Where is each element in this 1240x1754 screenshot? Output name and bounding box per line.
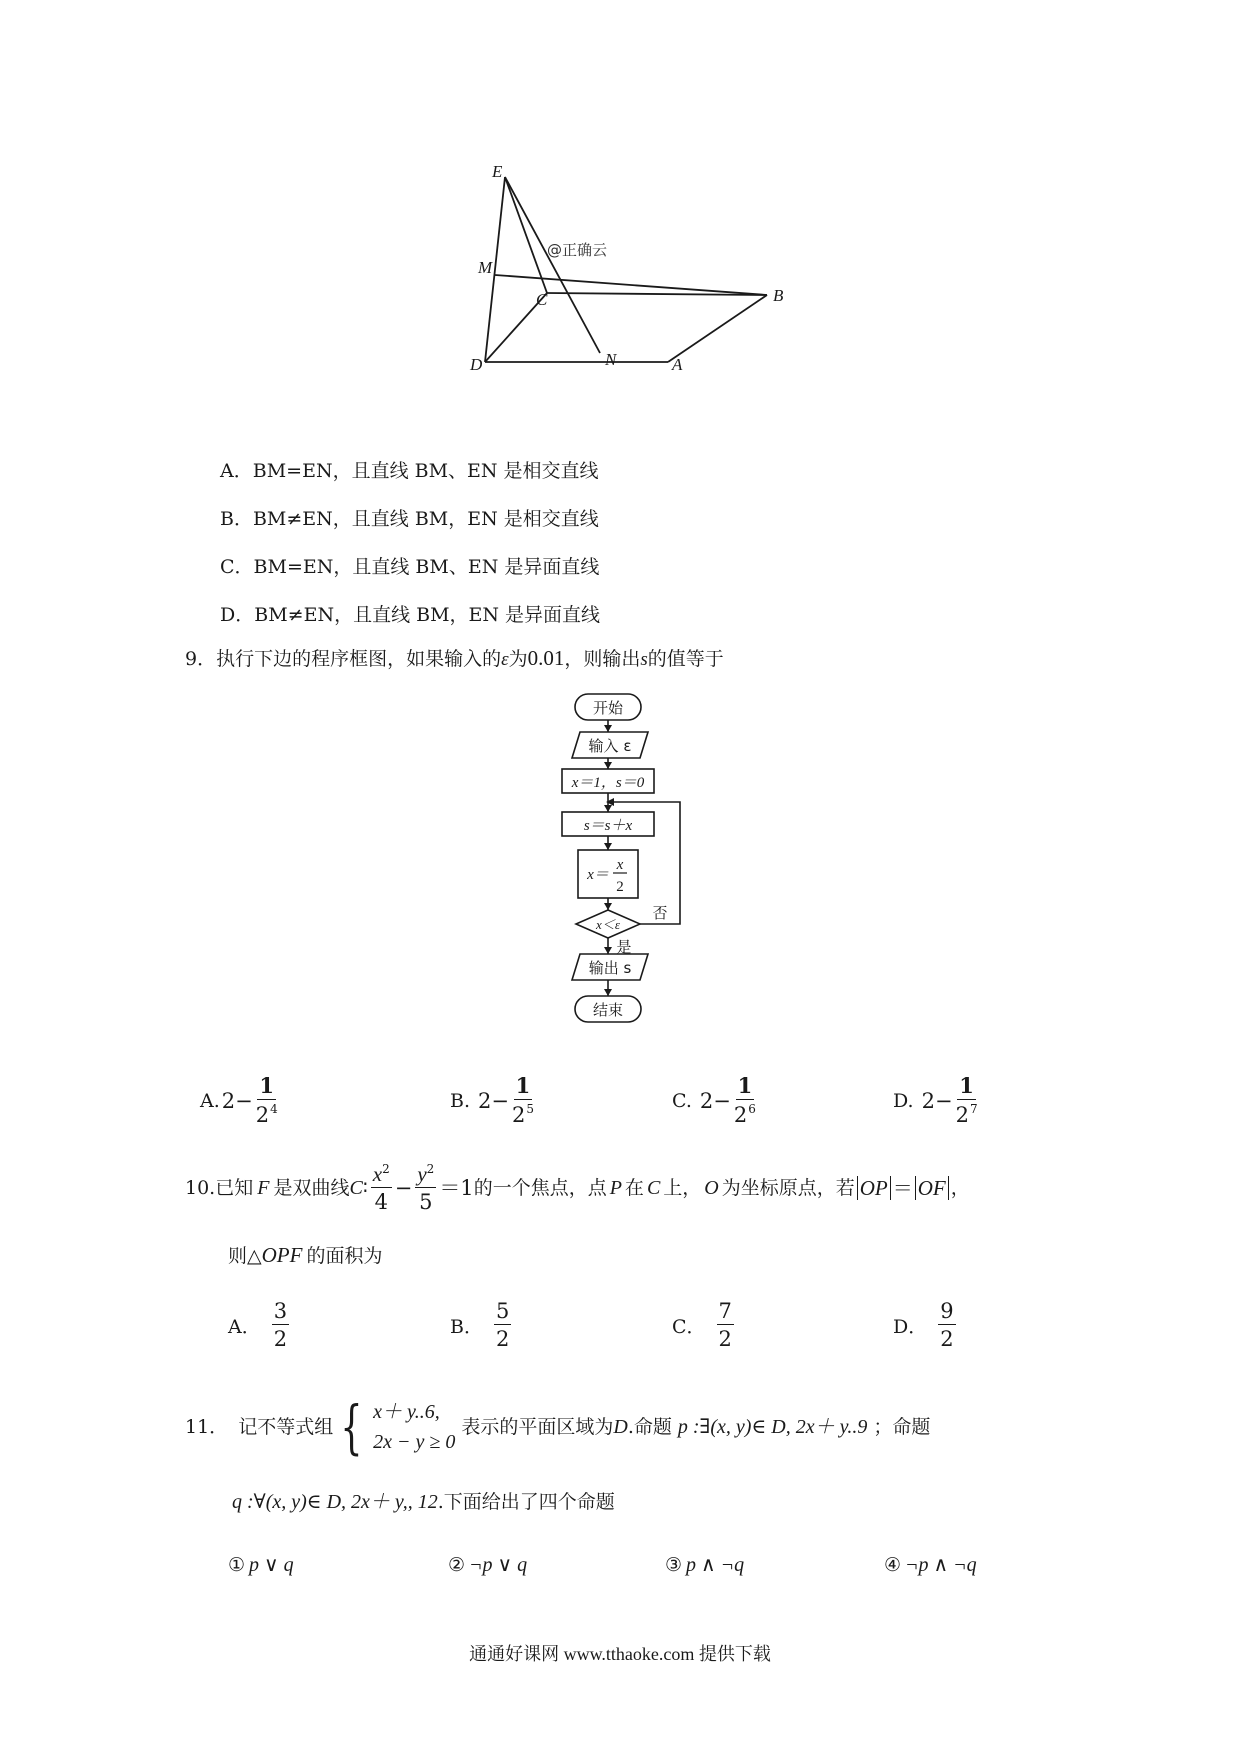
point-label-m: M: [478, 258, 493, 277]
fraction-denominator: 4: [374, 1190, 388, 1215]
fraction-numerator: $y^2$: [415, 1163, 436, 1188]
q10-option-c: [672, 1300, 737, 1350]
fraction-denominator: 2: [940, 1327, 954, 1352]
option-base: 2−: [921, 1088, 953, 1113]
flowchart: [540, 688, 740, 1063]
option-base: 2−: [478, 1088, 509, 1113]
option-label: B．: [220, 508, 253, 530]
flow-step2-den: 2: [616, 879, 624, 895]
q10-text: 上，: [663, 1176, 702, 1199]
point-label-e: E: [492, 165, 503, 181]
prop-label: ③: [665, 1553, 683, 1576]
option-base: 2−: [221, 1088, 253, 1113]
fraction-numerator: 1: [736, 1075, 755, 1100]
q10-text: 则△: [228, 1245, 262, 1267]
flow-step1: s＝s＋x: [583, 818, 633, 834]
q9-text-pre: 执行下边的程序框图，如果输入的: [216, 648, 502, 670]
q8-option-d: [220, 600, 600, 627]
q10-colon: ∶: [362, 1176, 368, 1199]
abs-bar: [948, 1176, 949, 1200]
fraction-numerator: 9: [938, 1300, 955, 1325]
q9-text-mid2: ，则输出: [564, 648, 641, 670]
prop-label: ①: [228, 1553, 246, 1576]
option-text: BM≠EN，且直线 BM，EN 是异面直线: [254, 604, 601, 626]
option-label: B.: [450, 1089, 471, 1112]
fraction-denominator: [956, 1100, 978, 1126]
prop-label: ④: [884, 1553, 902, 1576]
q11-text: .命题: [627, 1415, 672, 1438]
abs-bar: [915, 1176, 916, 1200]
q9-value: 0.01: [527, 646, 565, 670]
flow-step2-lhs: x＝: [587, 867, 609, 883]
q11-p-expr: p :∃(x, y)∈ D, 2x＋ y..9: [677, 1416, 868, 1438]
option-fraction: [938, 1300, 955, 1350]
fraction-denominator: [512, 1100, 534, 1126]
q9-option-d: [893, 1075, 981, 1126]
abs-bar: [857, 1176, 858, 1200]
q10-of: OF: [917, 1175, 946, 1200]
inequality-row-1: x＋ y..6,: [373, 1401, 440, 1423]
q10-stem: [185, 1163, 970, 1213]
q10-option-a: [228, 1300, 292, 1350]
flow-yes: 是: [616, 938, 632, 956]
option-label: C.: [672, 1089, 692, 1112]
prop-label: ②: [448, 1553, 466, 1576]
fraction-numerator: 7: [717, 1300, 734, 1325]
q11-q-expr: q :∀(x, y)∈ D, 2x＋ y,, 12: [232, 1491, 438, 1513]
point-label-c: C: [536, 290, 548, 309]
q10-comma: ，: [950, 1176, 970, 1199]
q9-option-c: [672, 1075, 759, 1126]
point-label-b: B: [773, 286, 784, 305]
option-text: BM≠EN，且直线 BM，EN 是相交直线: [252, 508, 599, 530]
q9-text-post: 的值等于: [647, 648, 724, 670]
q10-c: C: [349, 1177, 363, 1200]
fraction-numerator: 1: [257, 1075, 276, 1100]
q10-p: P: [609, 1177, 622, 1200]
option-label: C．: [220, 556, 254, 578]
option-fraction: [256, 1075, 278, 1126]
brace-icon: {: [340, 1393, 363, 1461]
den-base: 2: [255, 1103, 270, 1128]
flow-cond: x＜ε: [596, 917, 620, 932]
option-label: D．: [220, 604, 255, 626]
q10-stem-line2: [228, 1245, 382, 1266]
option-fraction: [494, 1300, 511, 1350]
option-fraction: [956, 1075, 978, 1126]
prop-expr: ¬p ∧ ¬q: [905, 1554, 977, 1576]
q11-text: .下面给出了四个命题: [437, 1491, 615, 1513]
option-fraction: [272, 1300, 289, 1350]
q10-text: 在: [624, 1176, 644, 1199]
option-label: B．: [450, 1315, 483, 1338]
q10-text: 的一个焦点，点: [473, 1176, 607, 1199]
flow-step2-num: x: [616, 857, 624, 873]
q9-option-b: [450, 1075, 537, 1126]
fraction-denominator: 5: [419, 1190, 433, 1215]
fraction-denominator: 2: [718, 1327, 732, 1352]
q10-option-d: [893, 1300, 959, 1350]
option-label: D.: [893, 1089, 914, 1112]
fraction-numerator: 1: [514, 1075, 533, 1100]
abs-bar: [890, 1176, 891, 1200]
q8-option-b: [220, 504, 599, 531]
option-fraction: [734, 1075, 756, 1126]
option-label: D．: [893, 1315, 928, 1338]
point-label-n: N: [605, 350, 617, 369]
q11-d: D: [613, 1416, 628, 1438]
fraction-numerator: 5: [494, 1300, 511, 1325]
q10-opf: OPF: [261, 1243, 303, 1267]
q11-text: 表示的平面区域为: [461, 1415, 614, 1438]
q10-eqs: ＝: [892, 1176, 913, 1201]
flow-input: 输入 ε: [588, 737, 632, 755]
option-text: BM=EN，且直线 BM、EN 是异面直线: [253, 556, 600, 578]
option-label: C．: [672, 1315, 706, 1338]
geometry-figure: [440, 165, 800, 425]
page-footer: 通通好课网 www.tthaoke.com 提供下载: [469, 1644, 771, 1664]
q10-o: O: [704, 1177, 719, 1200]
q10-fraction-y: [415, 1163, 436, 1213]
q11-prop-1: [228, 1552, 294, 1577]
q11-stem: [185, 1393, 931, 1461]
prop-expr: ¬p ∨ q: [469, 1554, 528, 1576]
q9-text-mid: 为: [508, 648, 528, 670]
den-exponent: 6: [748, 1102, 756, 1117]
q11-prop-4: [884, 1552, 977, 1577]
flow-end: 结束: [592, 1001, 624, 1019]
q9-epsilon: ε: [501, 649, 509, 670]
q10-text: 的面积为: [306, 1245, 383, 1267]
fraction-denominator: [734, 1100, 756, 1126]
fraction-numerator: 1: [957, 1075, 976, 1100]
q10-eq: ＝1: [439, 1175, 474, 1200]
option-label: A．: [220, 460, 253, 482]
q11-text: ；命题: [873, 1415, 931, 1438]
watermark: @正确云: [547, 241, 608, 259]
question-number: 10.: [185, 1176, 216, 1199]
option-base: 2−: [699, 1088, 731, 1113]
prop-expr: p ∨ q: [249, 1554, 294, 1576]
q10-text: 为坐标原点，若: [721, 1176, 855, 1199]
option-fraction: [717, 1300, 734, 1350]
point-label-d: D: [470, 355, 483, 374]
den-base: 2: [733, 1103, 748, 1128]
q10-text: 是双曲线: [273, 1176, 350, 1199]
q10-option-b: [450, 1300, 514, 1350]
q8-option-c: [220, 552, 599, 579]
q10-minus: −: [394, 1175, 413, 1200]
option-label: A.: [200, 1089, 220, 1112]
question-number: 11．: [185, 1415, 229, 1438]
den-exponent: 7: [969, 1102, 978, 1117]
flow-output: 输出 s: [588, 959, 632, 977]
q11-prop-2: [448, 1552, 527, 1577]
fraction-numerator: $x^2$: [371, 1163, 392, 1188]
prop-expr: p ∧ ¬q: [686, 1554, 745, 1576]
q11-stem-line2: [232, 1492, 615, 1512]
den-exponent: 4: [270, 1102, 278, 1117]
option-label: A．: [228, 1315, 261, 1338]
fraction-denominator: 2: [273, 1327, 288, 1352]
fraction-denominator: 2: [495, 1327, 510, 1352]
inequality-row-2: 2x − y ≥ 0: [373, 1431, 456, 1453]
flow-start: 开始: [592, 699, 624, 717]
den-base: 2: [511, 1103, 526, 1128]
point-label-a: A: [672, 355, 683, 374]
flow-init: x＝1，s＝0: [571, 775, 645, 791]
inequality-system: [333, 1393, 456, 1461]
q9-stem: [185, 648, 724, 669]
option-fraction: [512, 1075, 534, 1126]
question-number: 9．: [185, 648, 217, 670]
q11-prop-3: [665, 1552, 744, 1577]
q9-option-a: [200, 1075, 281, 1126]
q9-s: s: [640, 649, 648, 670]
option-text: BM=EN，且直线 BM、EN 是相交直线: [252, 460, 599, 482]
flow-no: 否: [652, 904, 668, 922]
q10-op: OP: [859, 1175, 888, 1200]
q10-c: C: [646, 1177, 661, 1200]
fraction-numerator: 3: [272, 1300, 289, 1325]
q8-option-a: [220, 456, 599, 483]
den-base: 2: [955, 1103, 969, 1128]
q11-text: 记不等式组: [238, 1415, 334, 1438]
q10-f: F: [257, 1177, 270, 1200]
fraction-denominator: [256, 1100, 278, 1126]
q10-text: 已知: [215, 1176, 254, 1199]
den-exponent: 5: [526, 1102, 534, 1117]
q10-fraction-x: [371, 1163, 392, 1213]
